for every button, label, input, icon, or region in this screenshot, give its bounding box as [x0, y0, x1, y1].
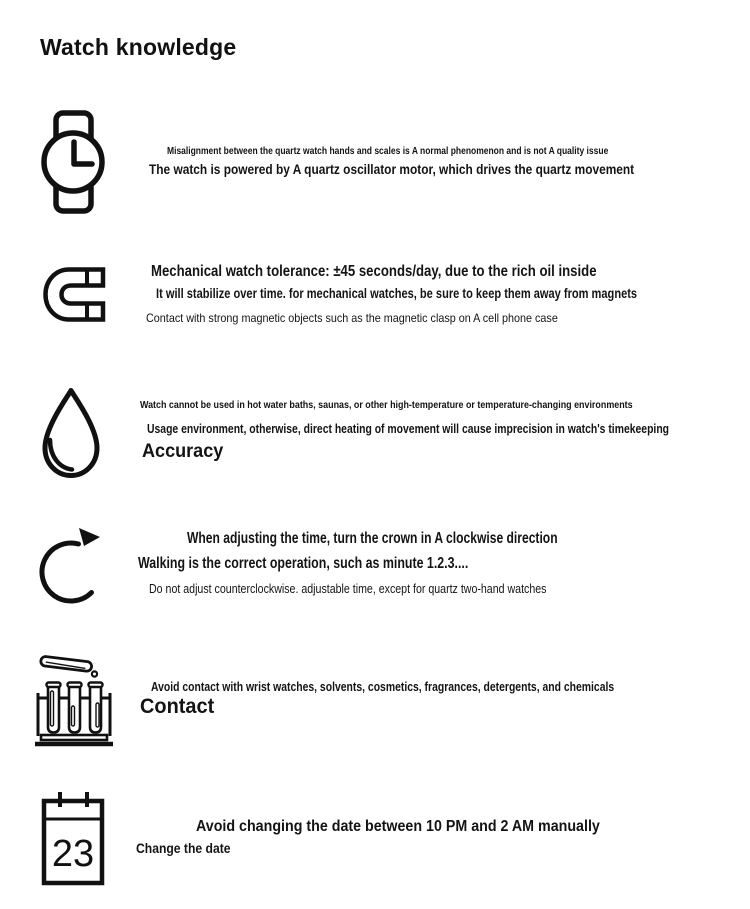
- date-change-headline: Avoid changing the date between 10 PM and 2 AM manually: [196, 818, 600, 835]
- quartz-movement-text: The watch is powered by A quartz oscillator motor, which drives the quartz movement: [149, 161, 635, 177]
- section-date-change: [0, 788, 750, 888]
- calendar-day-number: 23: [51, 833, 95, 875]
- test-tubes-icon: [33, 648, 115, 748]
- calendar-icon: [40, 790, 106, 887]
- chemicals-warning-text: Avoid contact with wrist watches, solvents, cosmetics, fragrances, detergents, and chemicals: [151, 679, 615, 694]
- water-drop-icon: [38, 387, 104, 480]
- quartz-misalignment-note: Misalignment between the quartz watch hands and scales is A normal phenomenon and is not A quality issue: [167, 146, 609, 157]
- contact-heading: Contact: [140, 695, 215, 718]
- section-temperature-accuracy: [0, 385, 750, 485]
- section-magnetism: [0, 260, 750, 330]
- magnet-icon: [42, 266, 106, 323]
- tolerance-headline: Mechanical watch tolerance: ±45 seconds/day, due to the rich oil inside: [151, 263, 597, 280]
- counterclockwise-note: Do not adjust counterclockwise. adjustable time, except for quartz two-hand watches: [149, 582, 547, 596]
- magnet-contact-note: Contact with strong magnetic objects such as the magnetic clasp on A cell phone case: [146, 311, 558, 325]
- temperature-warning-note: Watch cannot be used in hot water baths, saunas, or other high-temperature or temperature-changing environments: [140, 399, 633, 411]
- section-crown-adjustment: [0, 523, 750, 615]
- change-date-label: Change the date: [136, 841, 231, 856]
- crown-direction-headline: When adjusting the time, turn the crown in A clockwise direction: [187, 530, 558, 547]
- magnet-warning-text: It will stabilize over time. for mechanical watches, be sure to keep them away from magnets: [156, 286, 638, 301]
- page-title: Watch knowledge: [40, 34, 237, 60]
- usage-environment-text: Usage environment, otherwise, direct heating of movement will cause imprecision in watch's timekeeping: [147, 421, 670, 436]
- wristwatch-icon: [40, 110, 107, 214]
- accuracy-heading: Accuracy: [142, 441, 224, 462]
- section-chemical-contact: [0, 645, 750, 747]
- clockwise-arrow-icon: [38, 526, 106, 613]
- section-quartz-movement: [0, 108, 750, 218]
- walking-operation-text: Walking is the correct operation, such as minute 1.2.3....: [138, 555, 469, 572]
